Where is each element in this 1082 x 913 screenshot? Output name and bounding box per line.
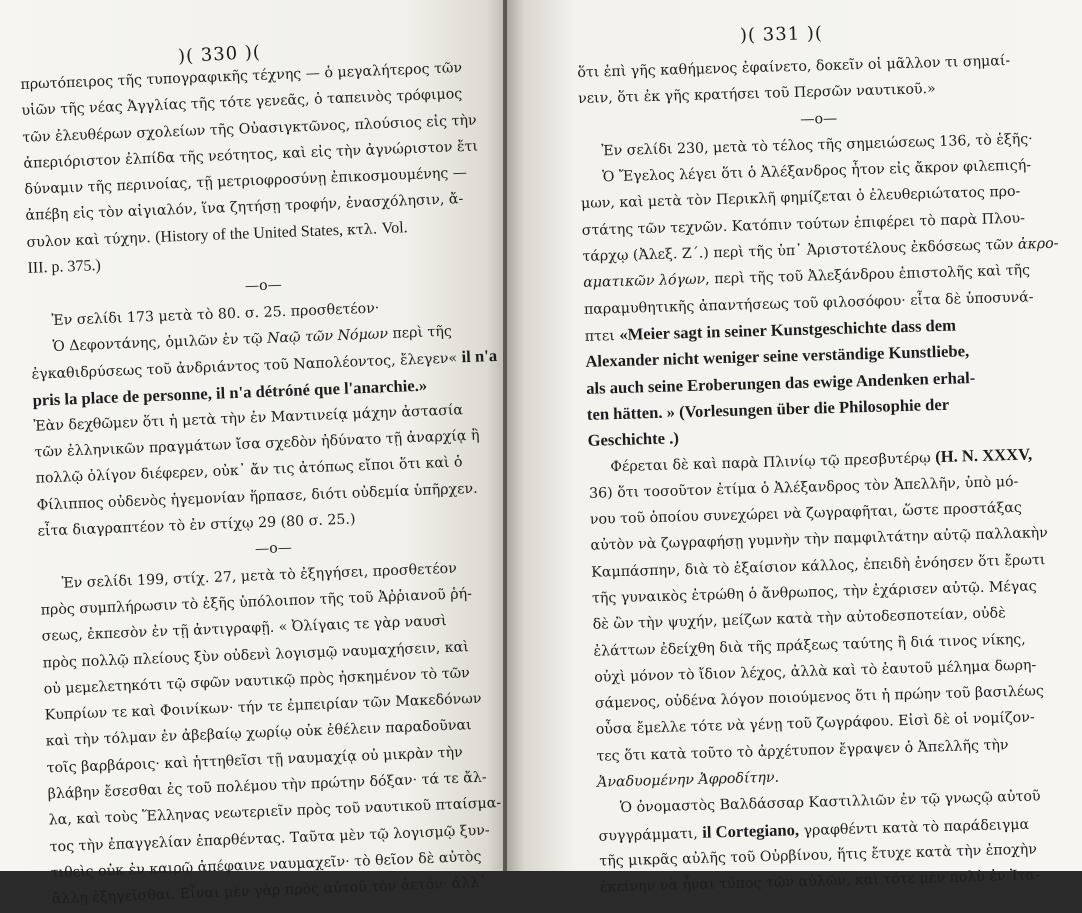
text-segment: γραφθέντι κατὰ τὸ παράδειγμα bbox=[798, 816, 1030, 839]
text-segment: Geschichte .) bbox=[587, 428, 680, 451]
text-segment: Φέρεται δὲ καὶ παρὰ Πλινίῳ τῷ πρεσβυτέρῳ bbox=[610, 450, 936, 476]
text-segment: , περὶ τῆς τοῦ Ἀλεξάνδρου ἐπιστολῆς καὶ τῆς bbox=[704, 262, 1031, 288]
page-number: )( 331 )( bbox=[739, 22, 824, 47]
text-segment: τῆς μικρᾶς αὐλῆς τοῦ Οὐρβίνου, ἥτις ἔτυχε κατὰ τὴν ἐποχὴν bbox=[599, 841, 1038, 870]
text-segment: Ὁ Δεφοντάνης, ὁμιλῶν ἐν τῷ bbox=[52, 330, 268, 355]
right-page bbox=[507, 0, 1082, 896]
text-segment: νειν, ὅτι ἐκ γῆς κρατήσει τοῦ Περσῶν ναυτικοῦ.» bbox=[577, 81, 936, 108]
text-segment: βλάβην ἔσεσθαι ἐς τοῦ πολέμου τὴν πρώτην δόξαν· τά τε ἄλ- bbox=[47, 769, 487, 803]
text-segment: ἀκρο- bbox=[1017, 235, 1059, 253]
text-segment: στάτης τῶν τεχνῶν. Κατόπιν τούτων ἐπιφέρει τὸ παρὰ Πλου- bbox=[581, 210, 1026, 239]
text-segment: —o— bbox=[254, 540, 293, 558]
text-segment: il Cortegiano, bbox=[701, 819, 800, 842]
text-segment: als auch seine Eroberungen das ewige Andenken erhal- bbox=[585, 367, 976, 398]
text-segment: Ἐν σελίδι 173 μετὰ τὸ 80. σ. 25. προσθετέον· bbox=[51, 300, 380, 329]
text-segment: αὐτὸν νὰ ζωγραφήσῃ γυμνὴν τὴν παμφιλτάτην αὐτῷ παλλακὴν bbox=[590, 525, 1049, 555]
text-segment: τῶν ἑλληνικῶν πραγμάτων ἴσα σχεδὸν ἠδύνατο τῇ ἀναρχίᾳ ἢ bbox=[34, 427, 480, 461]
text-segment: περὶ τῆς bbox=[387, 323, 453, 343]
text-segment: ἐλάττων ἐδείχθη διὰ τῆς πράξεως ταύτης ἢ διά τινος νίκης, bbox=[593, 631, 1026, 660]
text-segment: —o— bbox=[800, 110, 838, 128]
text-segment: τος τὴν ἐπαγγελίαν ἐπαρθέντας. Ταῦτα μὲν τῷ λογισμῷ ξυν- bbox=[49, 822, 490, 856]
text-segment: τοῖς βαρβάροις· καὶ ἡττηθεῖσι τῇ ναυμαχίᾳ οὐ μικρὰν τὴν bbox=[46, 744, 464, 777]
text-segment: παραμυθητικῆς ἀπαντήσεως τοῦ φιλοσόφου· εἶτα δὲ ὑποσυνά- bbox=[583, 289, 1034, 318]
left-page bbox=[0, 0, 507, 908]
text-segment: ἄλλῃ ἐξηγεῖσθαι. Εἶναι μὲν γὰρ πρὸς αὐτοῦ τὸν ἀετόν· ἀλλ᾽ bbox=[51, 874, 487, 908]
text-segment: πολλῷ ὀλίγον διέφερεν, οὐκ᾽ ἄν τις ἀτόπως εἴποι ὅτι καὶ ὁ bbox=[35, 454, 463, 488]
text-segment: Ὁ ὀνομαστὸς Βαλδάσσαρ Καστιλλιῶν ἐν τῷ γνωςῷ αὐτοῦ bbox=[619, 788, 1041, 817]
text-segment: Κυπρίων τε καὶ Φοινίκων· τήν τε ἐμπειρίαν τῶν Μακεδόνων bbox=[44, 690, 482, 724]
text-segment: πρὸς συμπλήρωσιν τὸ ἑξῆς ὑπόλοιπον τῆς τοῦ Ἀῤῥιανοῦ ῥή- bbox=[40, 585, 473, 619]
text-segment: ten hätten. » (Vorlesungen über die Philosophie der bbox=[586, 394, 950, 424]
text-segment: Alexander nicht weniger seine verständige Kunstliebe, bbox=[585, 341, 970, 372]
text-segment: λα, καὶ τοὺς Ἕλληνας νεωτεριεῖν πρὸς τοῦ ναυτικοῦ πταίσμα- bbox=[48, 795, 502, 829]
text-segment: δύναμιν τῆς περινοίας, τῇ μετριοφροσύνῃ ἐπικοσμουμένης — bbox=[24, 165, 468, 199]
text-segment: Ὁ Ἔγελος λέγει ὅτι ὁ Ἀλέξανδρος ἦτον εἰς ἄκρον φιλεπιςή- bbox=[602, 157, 1032, 186]
text-segment: ἐγκαθιδρύσεως τοῦ ἀνδριάντος τοῦ Ναπολέοντος, ἔλεγεν« bbox=[31, 350, 462, 384]
text-segment: οὐ μεμελετηκότι τῷ σφῶν ναυτικῷ πρὸς ἠσκημένον τὸ τῶν bbox=[43, 665, 471, 698]
text-segment: —o— bbox=[244, 277, 283, 295]
text-segment: οὖσα ἔμελλε τότε νὰ γένῃ τοῦ ζωγράφου. Εἰσὶ δὲ οἱ νομίζον- bbox=[595, 709, 1035, 739]
text-segment: οὐχὶ μόνον τὸ ἴδιον λέχος, ἀλλὰ καὶ τὸ ἑαυτοῦ μέλημα δωρη- bbox=[594, 657, 1037, 686]
text-segment: III. p. 375.) bbox=[27, 257, 102, 277]
text-segment: Ἀναδυομένην Ἀφροδίτην. bbox=[596, 769, 780, 791]
text-segment: Καμπάσπην, διὰ τὸ ἐξαίσιον κάλλος, ἐπειδὴ ἐνόησεν ὅτι ἔρωτι bbox=[591, 551, 1046, 581]
text-segment: μων, καὶ μετὰ τὸν Περικλῆ φημίζεται ὁ ἐλευθεριώτατος προ- bbox=[580, 184, 1021, 213]
text-segment: ἐκείνην νὰ ἦναι τύπος τῶν αὐλῶν, καὶ τότε μὲν πολὺ ἐν Ἰτα- bbox=[599, 867, 1041, 896]
text-segment: Φίλιππος οὐδενὸς ἡγεμονίαν ἥρπασε, διότι οὐδεμία ὑπῆρχεν. bbox=[36, 480, 478, 514]
text-segment: ὅτι ἐπὶ γῆς καθήμενος ἐφαίνετο, δοκεῖν οἱ μᾶλλον τι σημαί- bbox=[577, 52, 1011, 81]
text-segment: πτει bbox=[584, 327, 620, 345]
text-segment: κτλ. bbox=[346, 221, 383, 239]
text-segment: πρωτόπειρος τῆς τυπογραφικῆς τέχνης — ὁ μεγαλήτερος τῶν bbox=[20, 60, 463, 93]
page-text bbox=[577, 47, 1080, 902]
text-segment: εἶτα διαγραπτέον τὸ ἐν στίχῳ 29 (80 σ. 25.) bbox=[37, 511, 356, 540]
text-segment: τάρχῳ (Ἀλεξ. Ζ΄.) περὶ τῆς ὑπ᾽ Ἀριστοτέλους ἐκδόσεως τῶν bbox=[582, 236, 1019, 265]
text-segment: σεως, ἐκπεσὸν ἐν τῇ ἀντιγραφῇ. « Ὀλίγαις τε γὰρ ναυσὶ bbox=[41, 613, 448, 645]
text-segment: συλον καὶ τύχην. bbox=[26, 229, 156, 251]
text-segment: il n'a bbox=[461, 346, 498, 367]
text-segment: τιθεὶς οὐκ ἐν καιρῷ ἀπέφαινε ναυμαχεῖν· τὸ θεῖον δὲ αὐτὸς bbox=[50, 848, 482, 882]
text-segment: καὶ τὴν τόλμαν ἐν ἀβεβαίῳ χωρίῳ οὐκ ἐθέλειν παραδοῦναι bbox=[45, 717, 472, 750]
text-segment: υἱῶν τῆς νέας Ἀγγλίας τῆς τότε γενεᾶς, ὁ ταπεινὸς τρόφιμος bbox=[21, 86, 463, 120]
text-segment: δὲ ὢν τὴν ψυχήν, μείζων κατὰ τὴν αὐτοδεσποτείαν, οὐδὲ bbox=[592, 605, 1006, 634]
text-segment: pris la place de personne, il n'a détróné que l'anarchie.» bbox=[32, 375, 428, 410]
text-segment: «Meier sagt in seiner Kunstgeschichte dass dem bbox=[619, 315, 957, 344]
text-segment: Ἐν σελίδι 199, στίχ. 27, μετὰ τὸ ἐξηγήσει, προσθετέον bbox=[61, 560, 458, 592]
text-segment: ἀπεριόριστον ἐλπίδα τῆς νεότητος, καὶ εἰς τὴν ἀγνώριστον ἔτι bbox=[23, 138, 479, 172]
text-segment: τες ὅτι κατὰ τοῦτο τὸ ἀρχέτυπον ἔγραψεν ὁ Ἀπελλῆς τὴν bbox=[596, 736, 1009, 765]
text-segment: συγγράμματι, bbox=[598, 825, 703, 845]
page-number: )( 330 )( bbox=[177, 41, 262, 68]
page-text bbox=[20, 54, 522, 913]
text-segment: Ναῷ τῶν Νόμων bbox=[266, 326, 389, 347]
text-segment: (H. N. XXXV, bbox=[934, 444, 1033, 467]
text-segment: Ἐὰν δεχθῶμεν ὅτι ἡ μετὰ τὴν ἐν Μαντινείᾳ μάχην ἀστασία bbox=[33, 402, 464, 435]
text-segment: Vol. bbox=[381, 219, 408, 238]
text-segment: τῶν ἐλευθέρων σχολείων τῆς Οὐασιγκτῶνος, πλούσιος εἰς τὴν bbox=[22, 112, 477, 146]
text-segment: σάμενος, οὐδένα λόγον ποιούμενος ὅτι ἡ πρώην τοῦ βασιλέως bbox=[594, 683, 1045, 712]
text-segment: (History of the United States, bbox=[154, 221, 348, 246]
text-segment: τῆς γυναικὸς ἐτρώθη ὁ ἄνθρωπος, τὴν ἐχάρισεν αὐτῷ. Μέγας bbox=[591, 578, 1037, 607]
text-segment: Ἐν σελίδι 230, μετὰ τὸ τέλος τῆς σημειώσεως 136, τὸ ἑξῆς· bbox=[601, 131, 1033, 160]
text-segment: νου τοῦ ὁποίου συνεχώρει νὰ ζωγραφῆται, ὥστε προστάξας bbox=[589, 499, 1023, 528]
text-segment: 36) ὅτι τοσοῦτον ἐτίμα ὁ Ἀλέξανδρος τὸν Ἀπελλῆν, ὑπὸ μό- bbox=[588, 473, 1019, 502]
text-segment: αματικῶν λόγων bbox=[583, 271, 706, 292]
text-segment: πρὸς πολλῷ πλείους ξὺν οὐδενὶ λογισμῷ ναυμαχήσειν, καὶ bbox=[42, 638, 470, 672]
text-segment: ἀπέβη εἰς τὸν αἰγιαλόν, ἵνα ζητήσῃ τροφήν, ἐνασχόλησιν, ἄ- bbox=[25, 191, 464, 225]
